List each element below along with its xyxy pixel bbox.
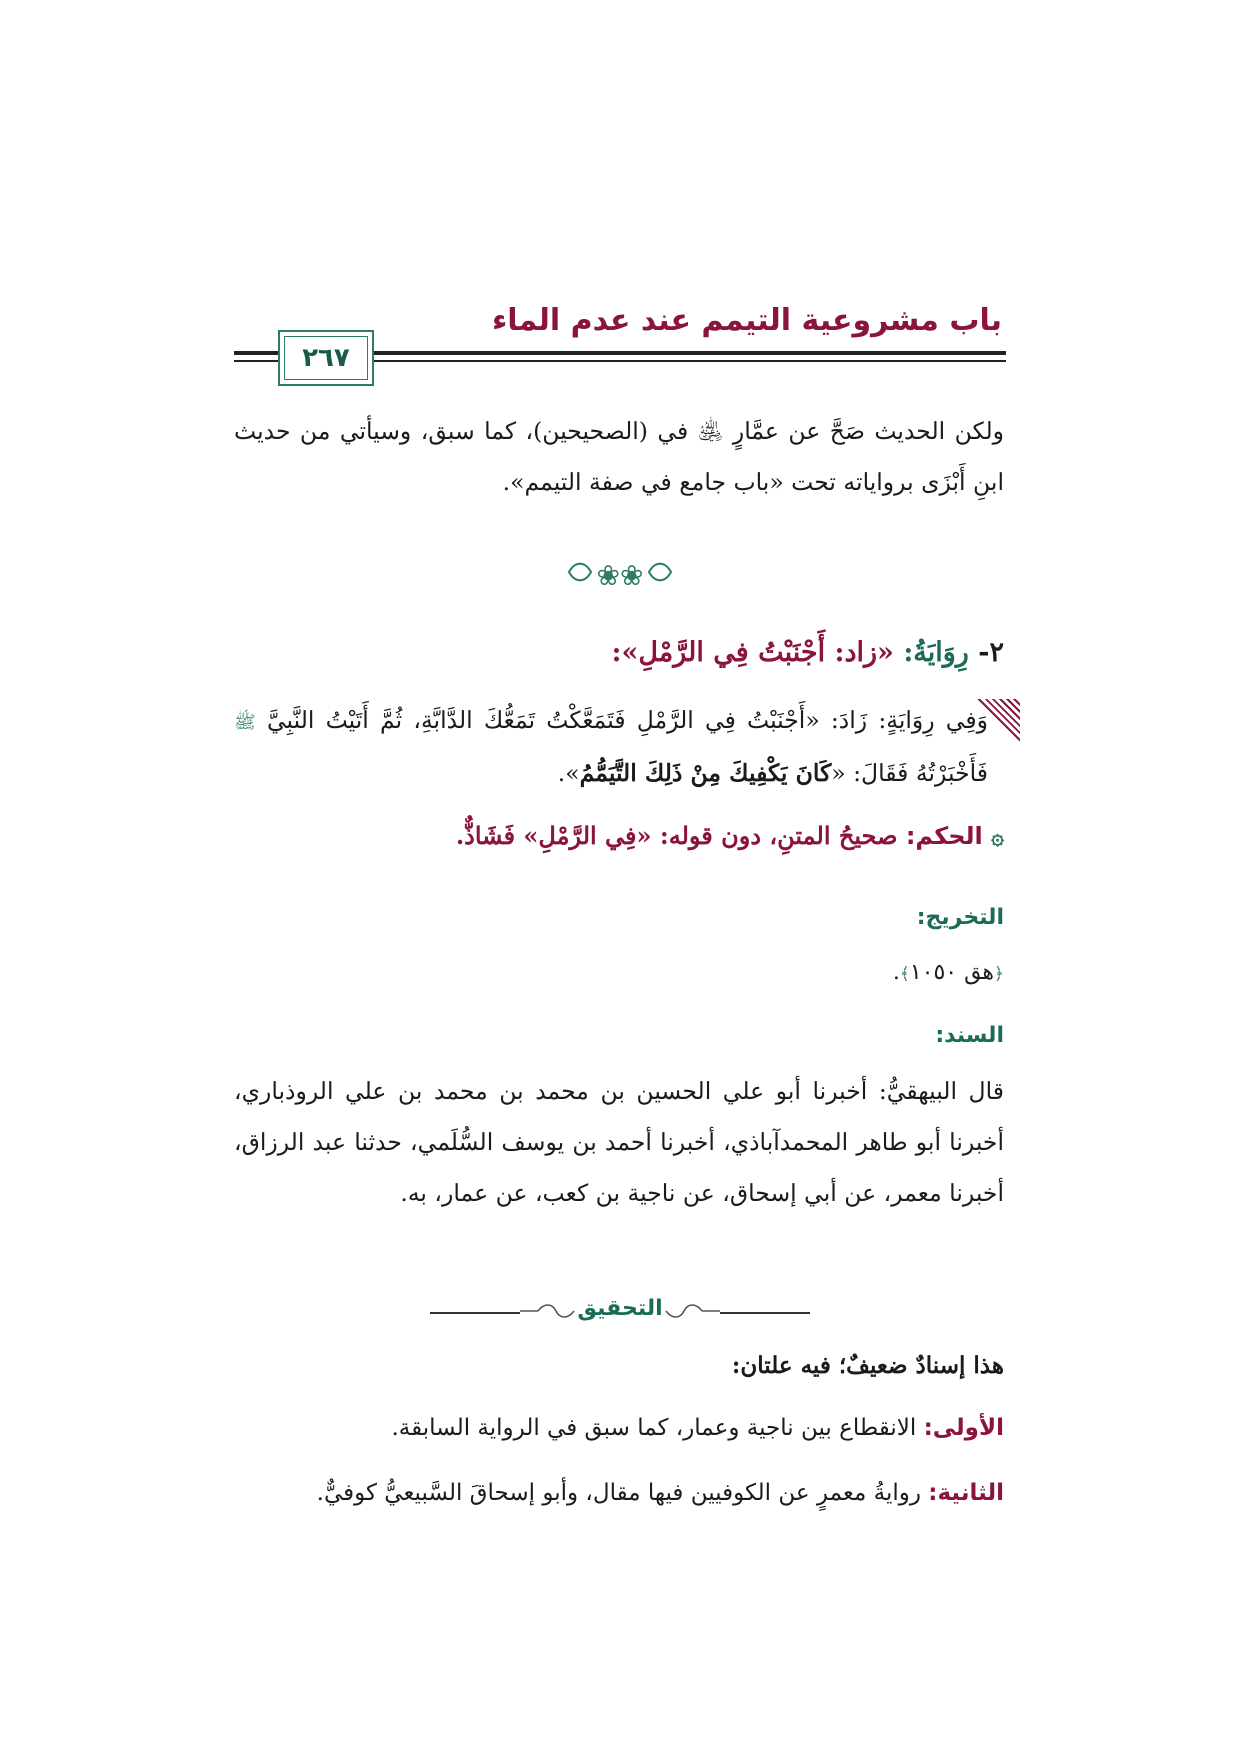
- isnad-weak-heading: هذا إسنادٌ ضعيفٌ؛ فيه علتان:: [731, 1352, 1004, 1379]
- flourish-left-icon: [565, 557, 595, 594]
- intro-paragraph: ولكن الحديث صَحَّ عن عمَّارٍ ﵁ في (الصحيحين)، كما سبق، وسيأتي من حديث ابنِ أَبْزَى برواياته تحت «باب جامع في صفة التيمم».: [234, 417, 1004, 496]
- tahqiq-divider: [430, 1298, 810, 1328]
- illa-second: [234, 1480, 1004, 1506]
- narration-part2: فَأَخْبَرْتُهُ فَقَالَ:: [853, 759, 988, 787]
- narration-text: وَفِي رِوَايَةٍ: زَادَ: «أَجْنَبْتُ فِي الرَّمْلِ فَتَمَعَّكْتُ تَمَعُّكَ الدَّابَّةِ، ثُمَّ أَتَيْتُ النَّبِيَّ ﷺ فَأَخْبَرْتُهُ فَقَالَ: «كَانَ يَكْفِيكَ مِنْ ذَلِكَ التَّيَمُّمُ».: [234, 706, 988, 787]
- chapter-title: باب مشروعية التيمم عند عدم الماء: [491, 303, 1002, 338]
- page-number-badge: [278, 330, 374, 386]
- ruling-text: صحيحُ المتنِ، دون قوله: «فِي الرَّمْلِ» فَشَاذٌّ.: [455, 821, 898, 850]
- takhrij-label: التخريج:: [916, 905, 1004, 930]
- tahqiq-label: التحقيق: [577, 1296, 663, 1321]
- sanad-paragraph: قال البيهقيُّ: أخبرنا أبو علي الحسين بن محمد بن محمد بن علي الروذباري، أخبرنا أبو طاهر المحمدآباذي، أخبرنا أحمد بن يوسف السُّلَمي، حدثنا عبد الرزاق، أخبرنا معمر، عن أبي إسحاق، عن ناجية بن كعب، عن عمار، به.: [234, 1077, 1004, 1207]
- ruling: [234, 816, 1004, 857]
- illa-second-label: الثانية:: [928, 1480, 1004, 1506]
- narration-block: [234, 695, 1004, 799]
- illa-first-text: الانقطاع بين ناجية وعمار، كما سبق في الرواية السابقة.: [391, 1415, 917, 1441]
- ornament-text: ❀❀: [596, 558, 644, 592]
- section-quote: «زاد: أَجْنَبْتُ فِي الرَّمْلِ»:: [611, 637, 894, 668]
- narration-part1: وَفِي رِوَايَةٍ: زَادَ: «أَجْنَبْتُ فِي الرَّمْلِ فَتَمَعَّكْتُ تَمَعُّكَ الدَّابَّةِ، ثُمَّ أَتَيْتُ النَّبِيَّ: [266, 706, 988, 734]
- section-word: رِوَايَةُ:: [903, 637, 969, 668]
- takhrij-end: .: [892, 960, 900, 985]
- page-number: ٢٦٧: [302, 343, 350, 373]
- flourish-right-icon: [645, 557, 675, 594]
- takhrij-reference-text: هق ١٠٥٠: [909, 960, 995, 985]
- ruling-label: الحكم:: [905, 822, 983, 850]
- bracket-open-icon: ﴿: [994, 964, 1004, 984]
- section-heading: [234, 637, 1004, 668]
- section-ornament-icon: [540, 555, 700, 595]
- takhrij-reference: [604, 960, 1004, 985]
- narration-bold-quote: كَانَ يَكْفِيكَ مِنْ ذَلِكَ التَّيَمُّمُ: [579, 759, 832, 787]
- illa-first: [234, 1415, 1004, 1441]
- illa-first-label: الأولى:: [923, 1415, 1004, 1441]
- sanad-label: السند:: [935, 1023, 1004, 1048]
- section-number: ٢-: [978, 637, 1004, 668]
- bracket-close-icon: ﴾: [899, 964, 910, 984]
- salawat-icon: ﷺ: [234, 712, 256, 733]
- illa-second-text: روايةُ معمرٍ عن الكوفيين فيها مقال، وأبو إسحاقَ السَّبيعيُّ كوفيٌّ.: [316, 1480, 921, 1506]
- narration-end: ».: [557, 759, 580, 787]
- rosette-icon: ۞: [991, 824, 1004, 850]
